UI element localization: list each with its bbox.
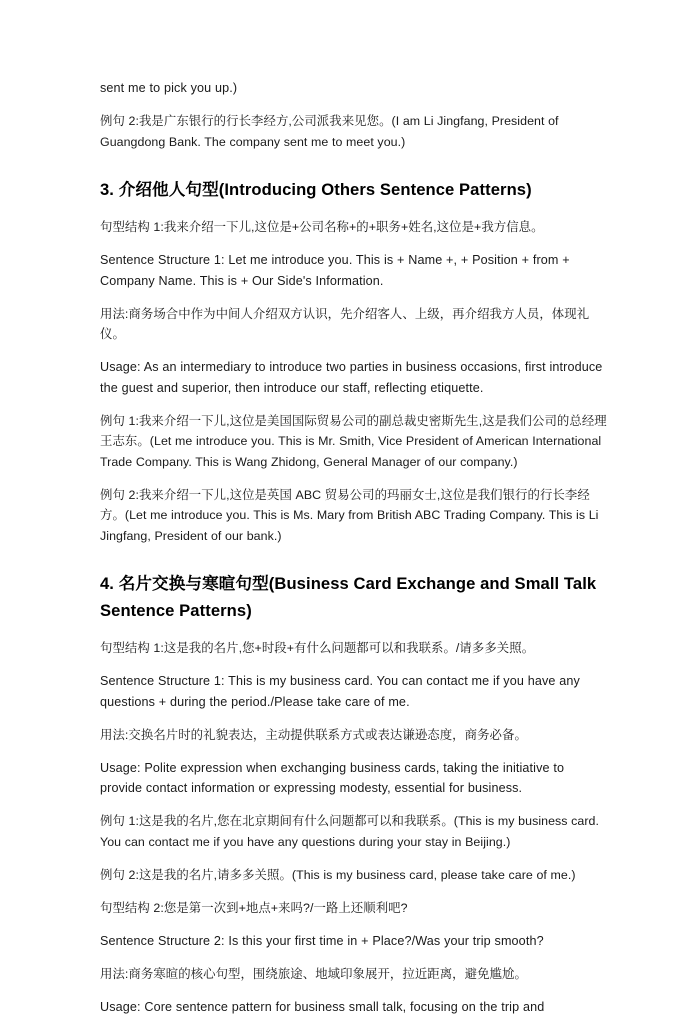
usage-note-1-chinese: 用法:商务场合中作为中间人介绍双方认识，先介绍客人、上级，再介绍我方人员，体现礼仪。 [100,304,608,345]
card-usage-note-2-chinese: 用法:商务寒暄的核心句型，围绕旅途、地域印象展开，拉近距离，避免尴尬。 [100,964,608,985]
example-sentence-2-ms-mary: 例句 2:我来介绍一下儿,这位是英国 ABC 贸易公司的玛丽女士,这位是我们银行的行长李经方。(Let me introduce you. This is Ms. Mary from British ABC Trading Company. This is Li Jingfang, President of our bank.) [100,485,608,547]
card-usage-note-1-chinese: 用法:交换名片时的礼貌表达，主动提供联系方式或表达谦逊态度，商务必备。 [100,725,608,746]
example-sentence-1-mr-smith: 例句 1:我来介绍一下儿,这位是美国国际贸易公司的副总裁史密斯先生,这是我们公司的总经理王志东。(Let me introduce you. This is Mr. Smith, Vice President of American International Trade Company. This is Wang Zhidong, General Manager of our company.) [100,411,608,473]
card-sentence-structure-2-english: Sentence Structure 2: Is this your first time in + Place?/Was your trip smooth? [100,931,608,952]
usage-note-1-english: Usage: As an intermediary to introduce two parties in business occasions, first introduce the guest and superior, then introduce our staff, reflecting etiquette. [100,357,608,398]
card-example-sentence-2-take-care: 例句 2:这是我的名片,请多多关照。(This is my business card, please take care of me.) [100,865,608,886]
document-body [100,78,608,1017]
card-sentence-structure-2-chinese: 句型结构 2:您是第一次到+地点+来吗?/一路上还顺利吧? [100,898,608,919]
card-sentence-structure-1-chinese: 句型结构 1:这是我的名片,您+时段+有什么问题都可以和我联系。/请多多关照。 [100,638,608,659]
card-usage-note-2-english: Usage: Core sentence pattern for business small talk, focusing on the trip and [100,997,608,1017]
section-heading-3-introducing-others: 3. 介绍他人句型(Introducing Others Sentence Patterns) [100,176,608,203]
paragraph-continuation-pick-you-up: sent me to pick you up.) [100,78,608,99]
card-usage-note-1-english: Usage: Polite expression when exchanging business cards, taking the initiative to provide contact information or expressing modesty, essential for business. [100,758,608,799]
sentence-structure-1-english: Sentence Structure 1: Let me introduce you. This is + Name +, + Position + from + Company Name. This is + Our Side's Information. [100,250,608,291]
section-heading-4-business-card-exchange: 4. 名片交换与寒暄句型(Business Card Exchange and Small Talk Sentence Patterns) [100,570,608,624]
card-sentence-structure-1-english: Sentence Structure 1: This is my business card. You can contact me if you have any questions + during the period./Please take care of me. [100,671,608,712]
example-sentence-2-guangdong-bank: 例句 2:我是广东银行的行长李经方,公司派我来见您。(I am Li Jingfang, President of Guangdong Bank. The company sent me to meet you.) [100,111,608,152]
sentence-structure-1-chinese: 句型结构 1:我来介绍一下儿,这位是+公司名称+的+职务+姓名,这位是+我方信息。 [100,217,608,238]
card-example-sentence-1-beijing: 例句 1:这是我的名片,您在北京期间有什么问题都可以和我联系。(This is my business card. You can contact me if you have any questions during your stay in Beijing.) [100,811,608,852]
